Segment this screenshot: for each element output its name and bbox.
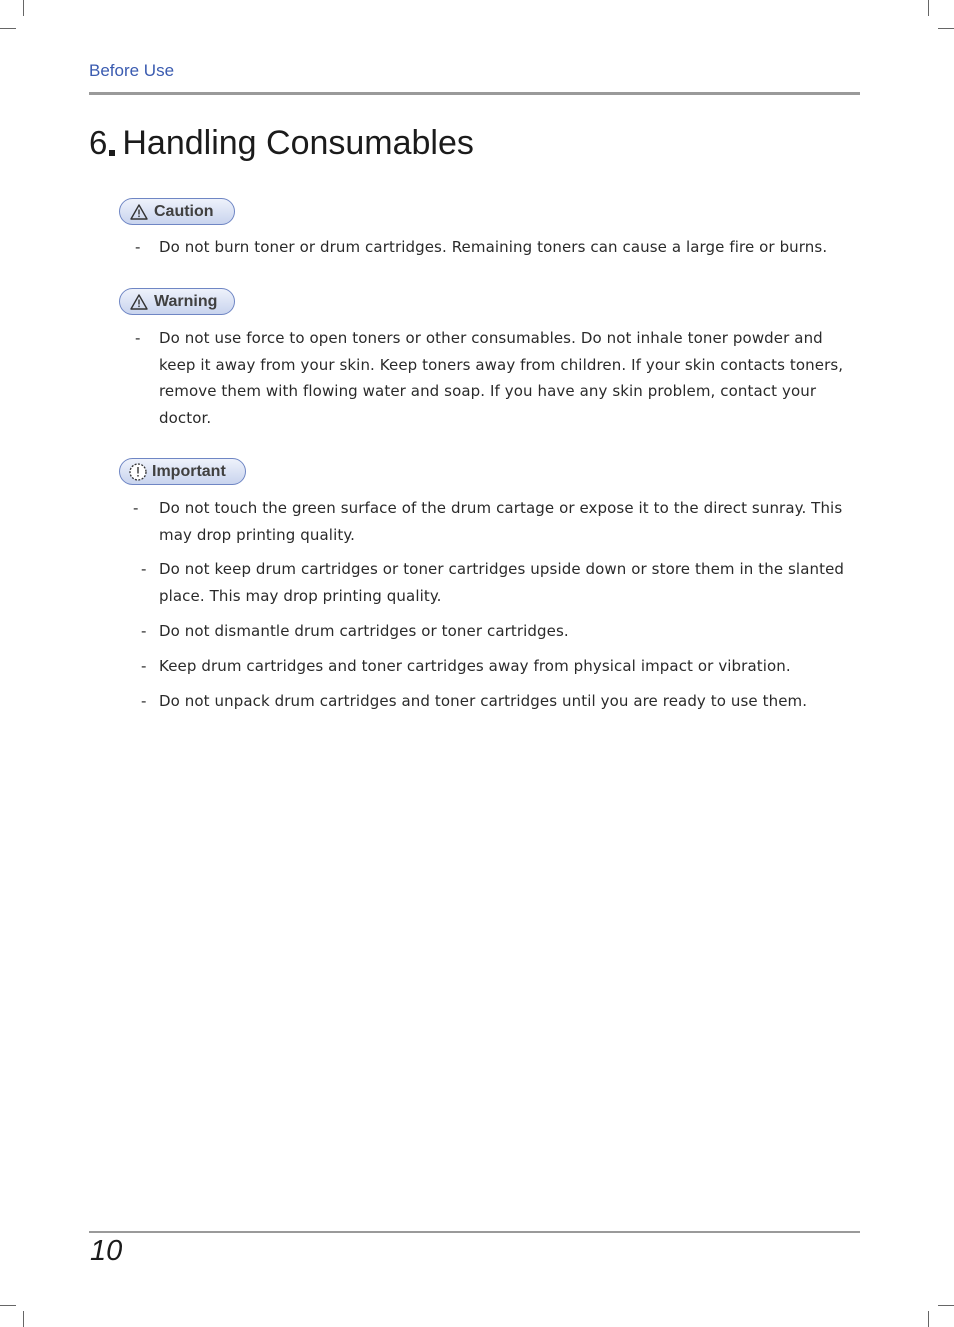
crop-mark — [938, 28, 954, 29]
crop-mark — [0, 1305, 16, 1306]
warning-item-text: Do not use force to open toners or other consumables. Do not inhale toner powder and keep it away from your skin. Keep toners away from children. If your skin contacts toners, remove them with flowing water and soap. If you have any skin problem, contact your doctor. — [159, 329, 844, 427]
crop-mark — [0, 28, 16, 29]
list-item — [135, 325, 850, 431]
page-number: 10 — [90, 1235, 123, 1267]
caution-badge — [119, 198, 235, 225]
caution-label: Caution — [154, 202, 214, 220]
list-item — [135, 234, 855, 261]
warning-triangle-icon — [129, 293, 149, 311]
section-title: Handling Consumables — [122, 124, 474, 162]
list-dash: - — [135, 329, 141, 347]
section-number-dot — [109, 150, 115, 156]
list-item — [133, 495, 850, 548]
section-number: 6 — [89, 124, 108, 161]
list-item — [141, 688, 850, 715]
list-dash: - — [135, 238, 141, 256]
header-rule — [89, 92, 860, 95]
warning-triangle-icon — [129, 203, 149, 221]
important-item-text: Do not dismantle drum cartridges or toner cartridges. — [159, 622, 569, 640]
crop-mark — [928, 1311, 929, 1327]
list-dash: - — [141, 560, 147, 578]
important-label: Important — [152, 462, 226, 480]
list-dash: - — [141, 657, 147, 675]
list-item — [141, 618, 850, 645]
warning-badge — [119, 288, 235, 315]
important-badge — [119, 458, 246, 485]
important-item-text: Keep drum cartridges and toner cartridges away from physical impact or vibration. — [159, 657, 791, 675]
list-item — [141, 556, 850, 609]
footer-rule — [89, 1231, 860, 1233]
crop-mark — [928, 0, 929, 16]
caution-item-text: Do not burn toner or drum cartridges. Remaining toners can cause a large fire or burns. — [159, 238, 828, 256]
crop-mark — [23, 1311, 24, 1327]
crop-mark — [23, 0, 24, 16]
exclamation-badge-icon — [127, 461, 149, 483]
page-title — [89, 124, 474, 163]
section-label: Before Use — [89, 61, 175, 80]
list-item — [141, 653, 850, 680]
list-dash: - — [141, 692, 147, 710]
list-dash: - — [133, 499, 139, 517]
crop-mark — [938, 1305, 954, 1306]
warning-label: Warning — [154, 292, 218, 310]
list-dash: - — [141, 622, 147, 640]
important-item-text: Do not unpack drum cartridges and toner cartridges until you are ready to use them. — [159, 692, 808, 710]
important-item-text: Do not touch the green surface of the drum cartage or expose it to the direct sunray. This may drop printing quality. — [159, 499, 843, 544]
important-item-text: Do not keep drum cartridges or toner cartridges upside down or store them in the slanted place. This may drop printing quality. — [159, 560, 845, 605]
